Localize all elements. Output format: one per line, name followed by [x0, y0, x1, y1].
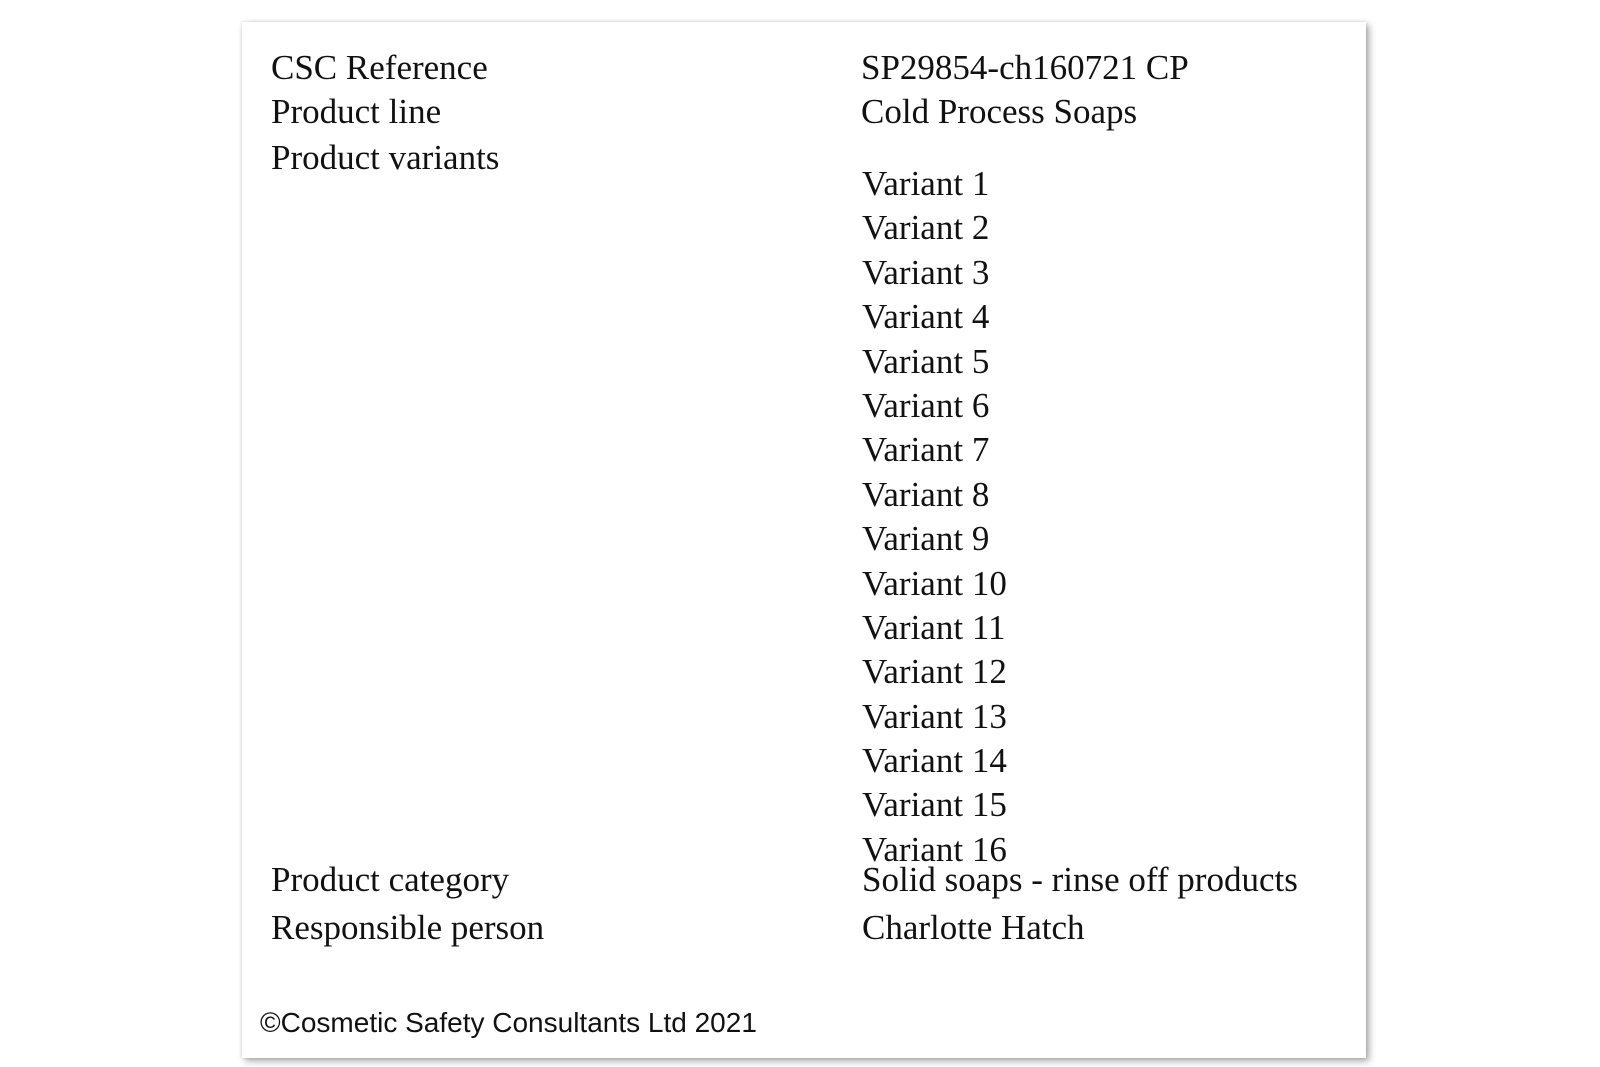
product-category-value: Solid soaps - rinse off products: [862, 860, 1298, 899]
list-item: Variant 2: [862, 208, 990, 248]
variant-list: [862, 162, 1007, 872]
list-item: Variant 16: [862, 829, 1007, 869]
list-item: Variant 6: [862, 385, 990, 425]
list-item: Variant 7: [862, 430, 990, 470]
copyright-footer: ©Cosmetic Safety Consultants Ltd 2021: [260, 1007, 757, 1038]
responsible-person-value: Charlotte Hatch: [862, 908, 1085, 947]
product-line-value: Cold Process Soaps: [861, 92, 1138, 131]
list-item: Variant 4: [862, 297, 990, 337]
list-item: Variant 11: [862, 607, 1006, 647]
list-item: Variant 13: [862, 696, 1007, 736]
list-item: Variant 14: [862, 741, 1007, 781]
list-item: Variant 8: [862, 474, 990, 514]
csc-reference-value: SP29854-ch160721 CP: [861, 48, 1189, 87]
list-item: Variant 15: [862, 785, 1007, 825]
list-item: Variant 5: [862, 341, 990, 381]
list-item: Variant 12: [862, 652, 1007, 692]
csc-reference-label: CSC Reference: [271, 48, 488, 87]
document-page: [242, 22, 1366, 1058]
product-variants-label: Product variants: [271, 138, 500, 177]
list-item: Variant 1: [862, 164, 990, 203]
list-item: Variant 9: [862, 519, 990, 559]
responsible-person-label: Responsible person: [271, 908, 545, 947]
product-category-label: Product category: [271, 860, 510, 899]
list-item: Variant 3: [862, 252, 990, 292]
list-item: Variant 10: [862, 563, 1007, 603]
product-line-label: Product line: [271, 92, 442, 131]
